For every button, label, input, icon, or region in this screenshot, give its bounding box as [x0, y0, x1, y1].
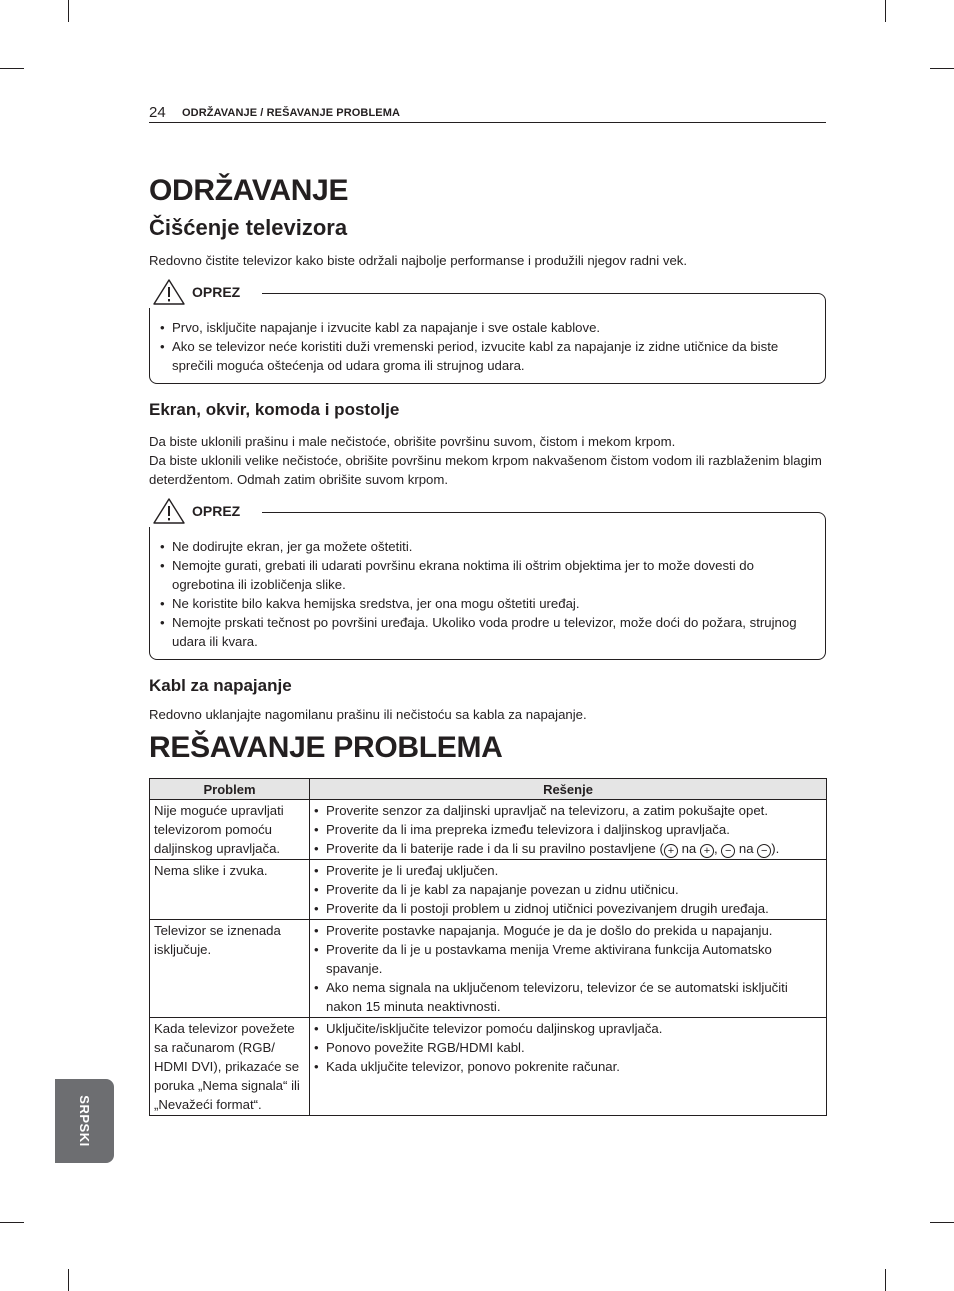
screen-text-2: Da biste uklonili velike nečistoće, obrišite površinu mekom krpom nakvašenom čistom vodom ili razblaženim blagim deterdžentom. Odmah zatim obrišite suvom krpom.: [149, 453, 822, 487]
solution-list: [314, 921, 822, 1016]
solution-cell: [310, 920, 827, 1018]
solution-list: [314, 861, 822, 918]
solution-cell: [310, 860, 827, 920]
problem-cell: Televizor se iznenada isključuje.: [150, 920, 310, 1018]
caution-item: • Ako se televizor neće koristiti duži vremenski period, izvucite kabl za napajanje iz zidne utičnice da biste sprečili moguća oštećenja od udara groma ili strujnog udara.: [160, 337, 809, 375]
cleaning-title: Čišćenje televizora: [149, 215, 348, 240]
solution-item: • Proverite postavke napajanja. Moguće je da je došlo do prekida u napajanju.: [314, 921, 822, 940]
screen-text-1: Da biste uklonili prašinu i male nečistoće, obrišite površinu suvom, čistom i mekom krpom.: [149, 434, 676, 449]
troubleshooting-table: [149, 778, 827, 1116]
maintenance-title: ODRŽAVANJE: [149, 174, 349, 207]
crop-mark: [885, 0, 886, 22]
crop-mark: [930, 68, 954, 69]
solution-item: • Kada uključite televizor, ponovo pokrenite računar.: [314, 1057, 822, 1076]
caution-box: [149, 503, 826, 660]
battery-note-suffix: ).: [771, 841, 780, 856]
table-row: [150, 920, 827, 1018]
battery-note-prefix: Proverite da li baterije rade i da li su pravilno postavljene (: [326, 841, 664, 856]
crop-mark: [0, 68, 24, 69]
battery-note-na: na: [677, 841, 700, 856]
caution-item: • Ne dodirujte ekran, jer ga možete oštetiti.: [160, 537, 809, 556]
solution-item: • Proverite je li uređaj uključen.: [314, 861, 822, 880]
power-cord-title: Kabl za napajanje: [149, 676, 292, 695]
table-row: [150, 860, 827, 920]
solution-item: • Proverite da li je u postavkama menija Vreme aktivirana funkcija Automatsko spavanje.: [314, 940, 822, 978]
caution-item: • Nemojte prskati tečnost po površini uređaja. Ukoliko voda prodre u televizor, može doći do požara, strujnog udara ili kvara.: [160, 613, 809, 651]
crop-mark: [68, 0, 69, 22]
problem-cell: Kada televizor povežete sa računarom (RGB/ HDMI DVI), prikazaće se poruka „Nema signala“ ili „Nevažeći format“.: [150, 1018, 310, 1116]
caution-header: [148, 495, 262, 527]
problem-cell: Nije moguće upravljati televizorom pomoću daljinskog upravljača.: [150, 800, 310, 860]
caution-label: OPREZ: [192, 284, 241, 300]
caution-header: [148, 276, 262, 308]
minus-icon: −: [721, 844, 735, 858]
screen-title: Ekran, okvir, komoda i postolje: [149, 400, 400, 419]
solution-cell: [310, 1018, 827, 1116]
battery-note-na: na: [735, 841, 758, 856]
crop-mark: [930, 1222, 954, 1223]
solution-list: [314, 1019, 822, 1076]
caution-list: [160, 318, 809, 375]
warning-icon: [152, 278, 186, 306]
warning-icon: [152, 497, 186, 525]
caution-item: • Nemojte gurati, grebati ili udarati površinu ekrana noktima ili oštrim objektima jer to može dovesti do ogrebotina ili izobličenja slike.: [160, 556, 809, 594]
page-number: 24: [149, 104, 166, 121]
column-header-problem: Problem: [150, 779, 310, 800]
table-row: [150, 1018, 827, 1116]
language-tab-label: SRPSKI: [77, 1095, 92, 1147]
caution-item: • Prvo, isključite napajanje i izvucite kabl za napajanje i sve ostale kablove.: [160, 318, 809, 337]
caution-label: OPREZ: [192, 503, 241, 519]
battery-note-comma: ,: [713, 841, 722, 856]
solution-item: • Proverite da li postoji problem u zidnoj utičnici povezivanjem drugih uređaja.: [314, 899, 822, 918]
plus-icon: +: [664, 844, 678, 858]
cleaning-intro: Redovno čistite televizor kako biste održali najbolje performanse i produžili njegov radni vek.: [149, 253, 688, 268]
solution-item: • Proverite da li ima prepreka između televizora i daljinskog upravljača.: [314, 820, 822, 839]
solution-cell: [310, 800, 827, 860]
solution-item: • Proverite senzor za daljinski upravljač na televizoru, a zatim pokušajte opet.: [314, 801, 822, 820]
page-header: [149, 102, 826, 123]
power-cord-text: Redovno uklanjajte nagomilanu prašinu ili nečistoću sa kabla za napajanje.: [149, 707, 587, 722]
troubleshooting-title: REŠAVANJE PROBLEMA: [149, 731, 503, 764]
solution-item: • Proverite da li je kabl za napajanje povezan u zidnu utičnicu.: [314, 880, 822, 899]
table-row: [150, 800, 827, 860]
problem-cell: Nema slike i zvuka.: [150, 860, 310, 920]
solution-list: [314, 801, 822, 858]
minus-icon: −: [757, 844, 771, 858]
caution-list: [160, 537, 809, 651]
caution-box: [149, 284, 826, 384]
language-tab: [55, 1079, 114, 1163]
column-header-solution: Rešenje: [310, 779, 827, 800]
crop-mark: [0, 1222, 24, 1223]
solution-item: • Uključite/isključite televizor pomoću daljinskog upravljača.: [314, 1019, 822, 1038]
running-title: ODRŽAVANJE / REŠAVANJE PROBLEMA: [182, 107, 401, 119]
crop-mark: [885, 1269, 886, 1291]
solution-item: • Ako nema signala na uključenom televizoru, televizor će se automatski isključiti nakon 15 minuta neaktivnosti.: [314, 978, 822, 1016]
caution-item: • Ne koristite bilo kakva hemijska sredstva, jer ona mogu oštetiti uređaj.: [160, 594, 809, 613]
table-header-row: [150, 779, 827, 800]
solution-item: • Ponovo povežite RGB/HDMI kabl.: [314, 1038, 822, 1057]
solution-item: [314, 839, 822, 858]
crop-mark: [68, 1269, 69, 1291]
plus-icon: +: [700, 844, 714, 858]
